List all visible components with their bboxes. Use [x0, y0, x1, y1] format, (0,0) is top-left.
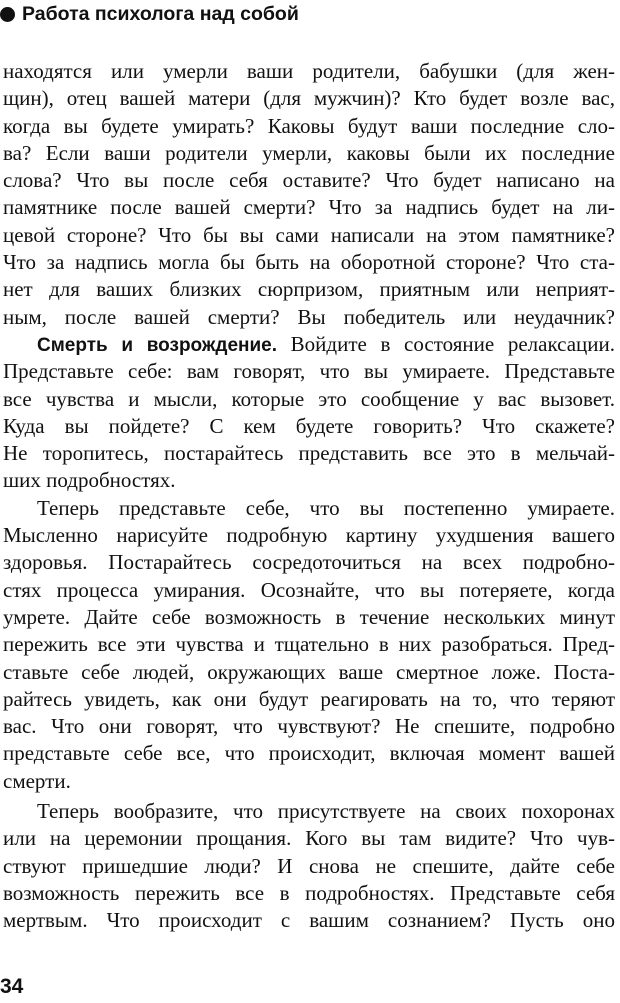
paragraph [3, 331, 615, 495]
text-line: щин), отец вашей матери (для мужчин)? Кто будет возле вас, [3, 86, 615, 111]
bullet-icon [0, 7, 15, 22]
text-line: находятся или умерли ваши родители, бабушки (для жен- [3, 59, 615, 83]
text-line: возможность пережить все в подробностях. Представьте себя [3, 880, 615, 905]
text-line: вас. Что они говорят, что чувствуют? Не спешите, подробно [3, 714, 615, 739]
text-line: слова? Что вы после себя оставите? Что будет написано на [3, 168, 615, 193]
text-line: ших подробностях. [3, 468, 176, 493]
text-line: умрете. Дайте себе возможность в течение нескольких минут [3, 604, 615, 629]
running-header-title: Работа психолога над собой [22, 3, 299, 25]
text-line: или на церемонии прощания. Кого вы там видите? Что чув- [3, 826, 615, 851]
text-line: цевой стороне? Что бы вы сами написали на этом памятнике? [3, 222, 615, 247]
text-line: Теперь вообразите, что присутствуете на своих похоронах [37, 799, 615, 824]
text-line: все чувства и мысли, которые это сообщение у вас вызовет. [3, 386, 615, 411]
text-line: Что за надпись могла бы быть на оборотной стороне? Что ста- [3, 250, 615, 275]
text-line: ным, после вашей смерти? Вы победитель или неудачник? [3, 304, 615, 329]
text-line: Мысленно нарисуйте подробную картину ухудшения вашего [3, 523, 615, 548]
paragraph [3, 798, 615, 934]
text-line: ва? Если ваши родители умерли, каковы были их последние [3, 140, 615, 165]
paragraph [3, 495, 615, 795]
text-line: Теперь представьте себе, что вы постепенно умираете. [37, 495, 615, 520]
text-line: представьте себе все, что происходит, включая момент вашей [3, 741, 615, 766]
text-line: Куда вы пойдете? С кем будете говорить? Что скажете? [3, 413, 615, 438]
body-text [3, 58, 615, 935]
text-line: ставьте себе людей, окружающих ваше смертное ложе. Поста- [3, 659, 615, 684]
text-line: когда вы будете умирать? Каковы будут ваши последние сло- [3, 113, 615, 138]
text-line: ствуют пришедшие люди? И снова не спешите, дайте себе [3, 853, 615, 878]
text-line: Представьте себе: вам говорят, что вы умираете. Представьте [3, 359, 615, 384]
text-line: райтесь увидеть, как они будут реагировать на то, что теряют [3, 686, 615, 711]
text-line: здоровья. Постарайтесь сосредоточиться на всех подробно- [3, 550, 615, 575]
text-line: пережить все эти чувства и тщательно в них разобраться. Пред- [3, 632, 615, 657]
paragraph [3, 58, 615, 331]
text-line [3, 331, 615, 358]
text-line: памятнике после вашей смерти? Что за надпись будет на ли- [3, 195, 615, 220]
text-line: смерти. [3, 768, 71, 793]
page-number: 34 [0, 975, 24, 998]
text-line: Не торопитесь, постарайтесь представить все это в мельчай- [3, 441, 615, 466]
text-line: мертвым. Что происходит с вашим сознанием? Пусть оно [3, 908, 615, 933]
running-header [0, 2, 299, 26]
text-line: нет для ваших близких сюрпризом, приятным или неприят- [3, 277, 615, 302]
section-lead-in: Смерть и возрождение. [37, 334, 278, 356]
text-line: стях процесса умирания. Осознайте, что вы потеряете, когда [3, 577, 615, 602]
text-run: Войдите в состояние релаксации. [277, 331, 615, 356]
